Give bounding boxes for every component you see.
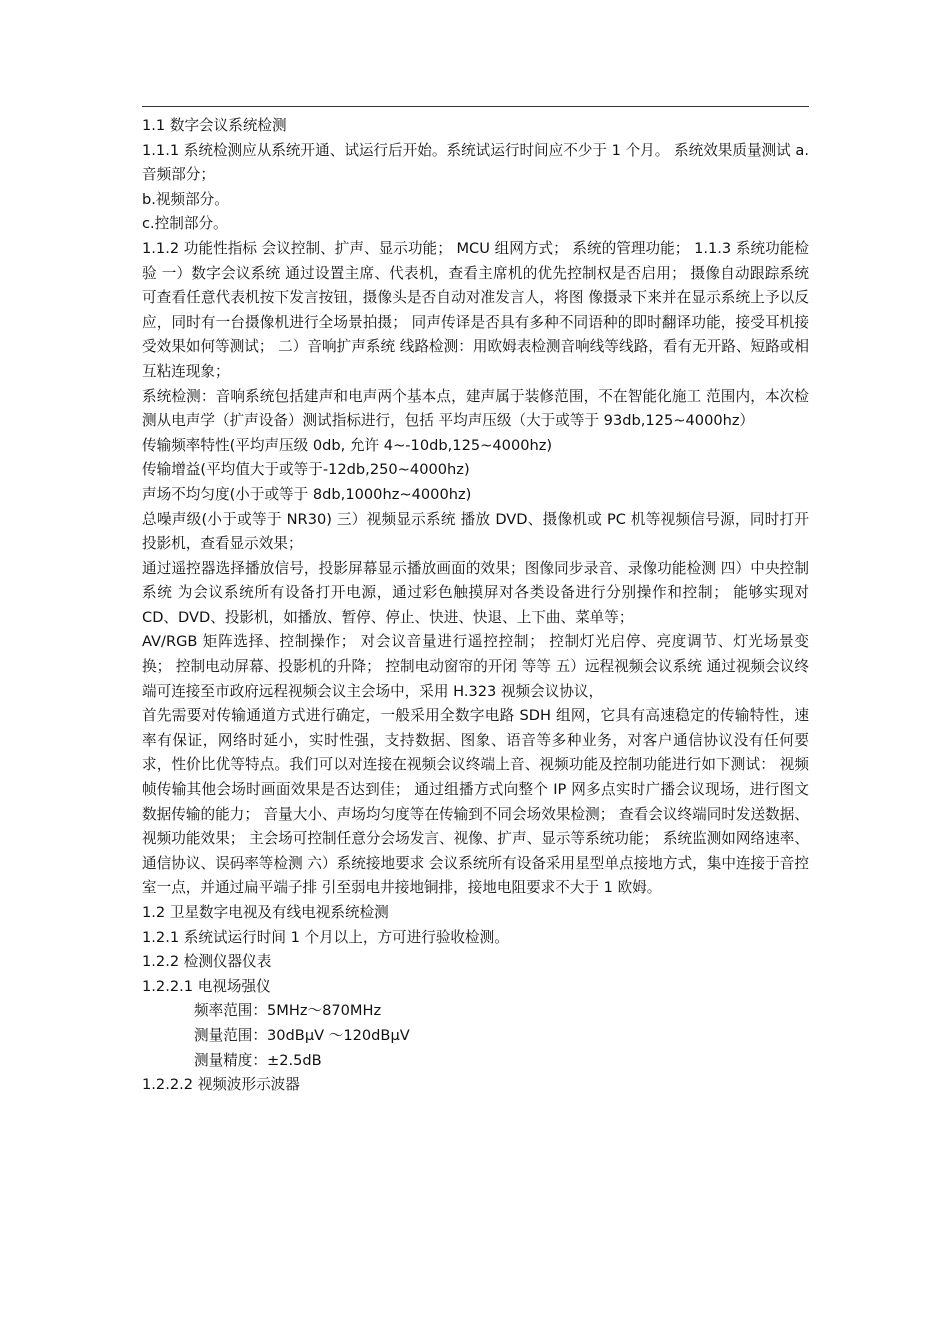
paragraph: 通过遥控器选择播放信号，投影屏幕显示播放画面的效果；图像同步录音、录像功能检测 四）中央控制系统 为会议系统所有设备打开电源，通过彩色触摸屏对各类设备进行分别操作和控制； 能够实现对 CD、DVD、投影机，如播放、暂停、停止、快进、快退、上下曲、菜单等；	[142, 559, 809, 626]
document-body	[142, 114, 809, 1098]
paragraph: AV/RGB 矩阵选择、控制操作； 对会议音量进行遥控控制； 控制灯光启停、亮度调节、灯光场景变换； 控制电动屏幕、投影机的升降； 控制电动窗帘的开闭 等等 五）远程视频会议系统 通过视频会议终端可连接至市政府远程视频会议主会场中，采用 H.323 视频会议协议，	[142, 633, 809, 700]
paragraph: 1.2.1 系统试运行时间 1 个月以上，方可进行验收检测。	[142, 928, 509, 946]
spec-line: 测量范围：30dBμV ～120dBμV	[194, 1026, 410, 1044]
spec-line: 频率范围：5MHz～870MHz	[194, 1002, 382, 1020]
section-heading: 1.1 数字会议系统检测	[142, 117, 287, 134]
paragraph: 传输频率特性(平均声压级 0db, 允许 4~-10db,125~4000hz)	[142, 436, 553, 454]
paragraph: 1.1.2 功能性指标 会议控制、扩声、显示功能； MCU 组网方式； 系统的管理功能； 1.1.3 系统功能检验 一）数字会议系统 通过设置主席、代表机，查看主席机的优先控制权是否启用； 摄像自动跟踪系统可查看任意代表机按下发言按钮，摄像头是否自动对准发言人，将图 像摄录下来并在显示系统上予以反应，同时有一台摄像机进行全场景拍摄； 同声传译是否具有多种不同语种的即时翻译功能，接受耳机接受效果如何等测试； 二）音响扩声系统 线路检测：用欧姆表检测音响线等线路，看有无开路、短路或相互粘连现象；	[142, 239, 809, 380]
paragraph: 1.2.2.2 视频波形示波器	[142, 1076, 300, 1094]
spec-line: 测量精度：±2.5dB	[194, 1051, 322, 1069]
paragraph: 首先需要对传输通道方式进行确定，一般采用全数字电路 SDH 组网，它具有高速稳定的传输特性，速率有保证，网络时延小，实时性强，支持数据、图象、语音等多种业务，对客户通信协议没有任何要求，性价比优等特点。我们可以对连接在视频会议终端上音、视频功能及控制功能进行如下测试： 视频帧传输其他会场时画面效果是否达到佳； 通过组播方式向整个 IP 网多点实时广播会议现场，进行图文数据传输的能力； 音量大小、声场均匀度等在传输到不同会场效果检测； 查看会议终端同时发送数据、视频功能效果； 主会场可控制任意分会场发言、视像、扩声、显示等系统功能； 系统监测如网络速率、通信协议、误码率等检测 六）系统接地要求 会议系统所有设备采用星型单点接地方式，集中连接于音控室一点，并通过扁平端子排 引至弱电井接地铜排，接地电阻要求不大于 1 欧姆。	[142, 707, 809, 897]
paragraph: 声场不均匀度(小于或等于 8db,1000hz~4000hz)	[142, 485, 472, 503]
paragraph: 总噪声级(小于或等于 NR30) 三）视频显示系统 播放 DVD、摄像机或 PC 机等视频信号源，同时打开投影机，查看显示效果；	[142, 510, 809, 553]
header-rule	[142, 106, 809, 107]
paragraph: 1.2.2.1 电视场强仪	[142, 977, 271, 995]
paragraph: 1.1.1 系统检测应从系统开通、试运行后开始。系统试运行时间应不少于 1 个月。 系统效果质量测试 a.音频部分；	[142, 141, 809, 184]
paragraph: 系统检测：音响系统包括建声和电声两个基本点，建声属于装修范围，不在智能化施工 范围内，本次检测从电声学（扩声设备）测试指标进行，包括 平均声压级（大于或等于 93db,125~4000hz）	[142, 387, 809, 430]
paragraph: b.视频部分。	[142, 190, 229, 208]
paragraph: c.控制部分。	[142, 215, 228, 233]
paragraph: 传输增益(平均值大于或等于-12db,250~4000hz)	[142, 461, 470, 479]
section-heading: 1.2 卫星数字电视及有线电视系统检测	[142, 904, 389, 921]
paragraph: 1.2.2 检测仪器仪表	[142, 953, 272, 971]
